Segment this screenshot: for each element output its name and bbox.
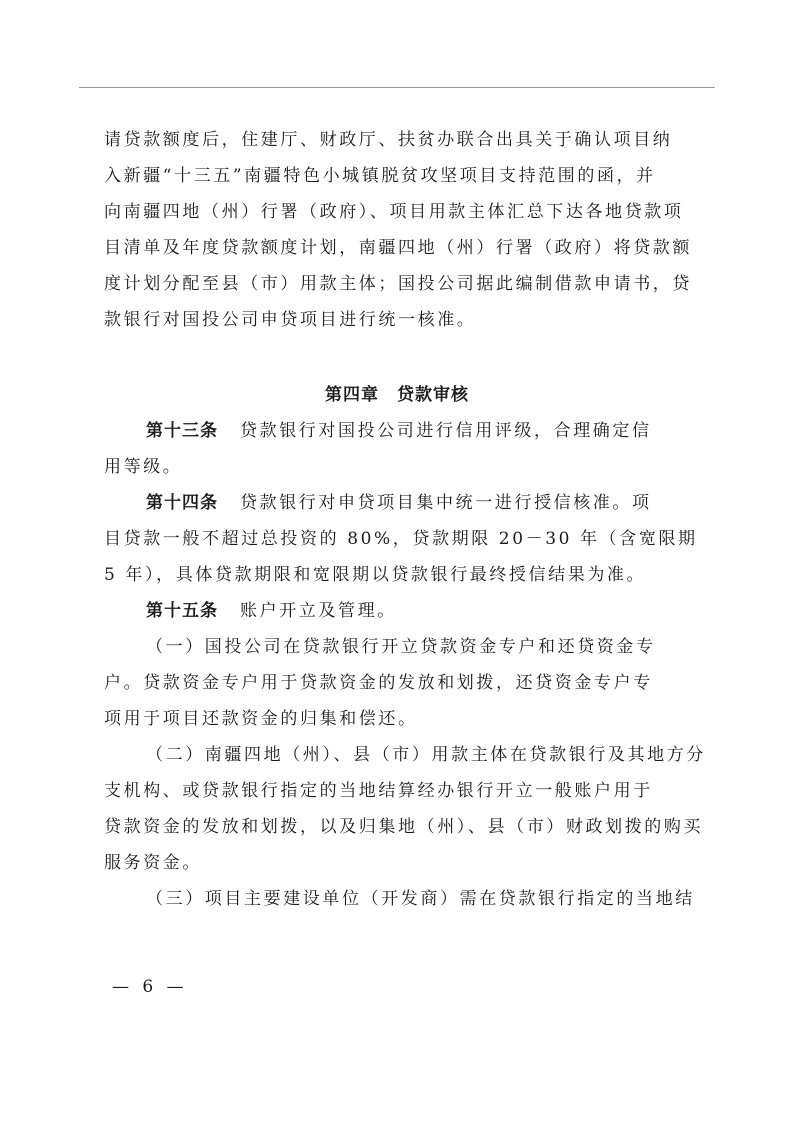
list-item-first-line: （二）南疆四地（州）、县（市）用款主体在贷款银行及其地方分 <box>146 745 706 765</box>
body-text-line: 向南疆四地（州）行署（政府）、项目用款主体汇总下达各地贷款项 <box>104 202 684 222</box>
list-item-2 <box>104 737 706 881</box>
body-text-line: 户。贷款资金专户用于贷款资金的发放和划拨，还贷资金专户专 <box>104 673 653 693</box>
body-text-line: 目贷款一般不超过总投资的 80%，贷款期限 20－30 年（含宽限期 <box>104 529 698 549</box>
body-text-line: 服务资金。 <box>104 853 202 873</box>
article-first-line <box>104 593 690 629</box>
article-text: 贷款银行对国投公司进行信用评级，合理确定信 <box>240 421 652 441</box>
header-rule <box>79 87 715 88</box>
article-text: 贷款银行对申贷项目集中统一进行授信核准。项 <box>240 493 652 513</box>
article-15 <box>104 593 690 629</box>
body-text-line: 支机构、或贷款银行指定的当地结算经办银行开立一般账户用于 <box>104 781 653 801</box>
list-item-1 <box>104 629 690 737</box>
article-13 <box>104 413 690 485</box>
body-text-line: 请贷款额度后，住建厅、财政厅、扶贫办联合出具关于确认项目纳 <box>104 130 673 150</box>
body-text-line: 入新疆“十三五”南疆特色小城镇脱贫攻坚项目支持范围的函，并 <box>104 166 656 186</box>
article-14 <box>104 485 698 593</box>
list-item-first-line: （三）项目主要建设单位（开发商）需在贷款银行指定的当地结 <box>146 889 695 909</box>
list-item-3 <box>104 881 695 917</box>
article-label: 第十五条 <box>146 601 218 621</box>
body-text-line: 项用于项目还款资金的归集和偿还。 <box>104 709 418 729</box>
article-label: 第十四条 <box>146 493 218 513</box>
page-number: — 6 — <box>112 977 188 997</box>
article-text: 账户开立及管理。 <box>240 601 397 621</box>
body-text-line: 目清单及年度贷款额度计划，南疆四地（州）行署（政府）将贷款额 <box>104 238 692 258</box>
body-text-line: 5 年），具体贷款期限和宽限期以贷款银行最终授信结果为准。 <box>104 565 647 585</box>
body-text-line: 度计划分配至县（市）用款主体；国投公司据此编制借款申请书，贷 <box>104 274 692 294</box>
list-item-first-line: （一）国投公司在贷款银行开立贷款资金专户和还贷资金专 <box>146 637 656 657</box>
article-first-line <box>104 413 690 449</box>
article-first-line <box>104 485 690 521</box>
body-text-line: 用等级。 <box>104 457 183 477</box>
body-text-line: 款银行对国投公司申贷项目进行统一核准。 <box>104 310 477 330</box>
article-label: 第十三条 <box>146 421 218 441</box>
chapter-title: 第四章 贷款审核 <box>325 385 469 405</box>
body-text-line: 贷款资金的发放和划拨，以及归集地（州）、县（市）财政划拨的购买 <box>104 817 704 837</box>
page-body <box>104 122 706 917</box>
